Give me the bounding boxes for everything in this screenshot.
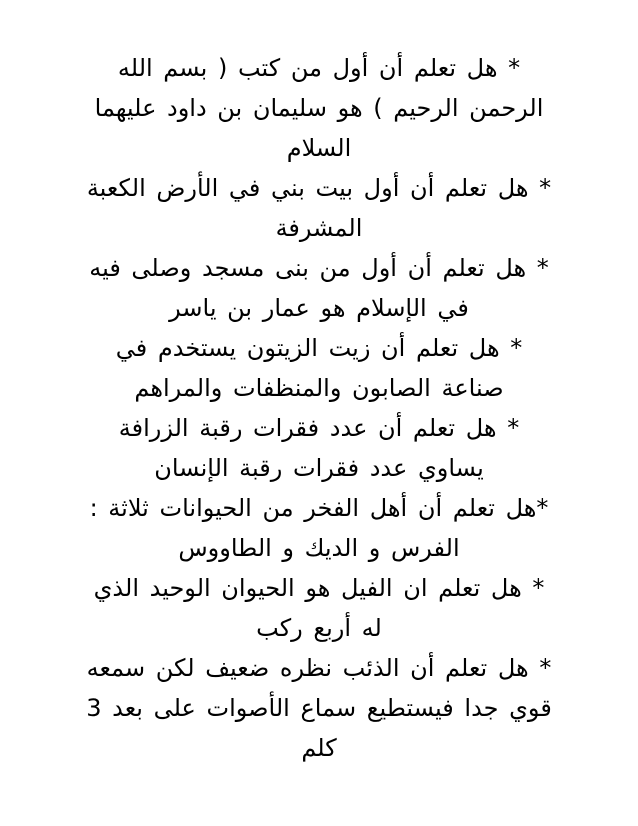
fact-item [48, 168, 590, 248]
fact-line: يساوي عدد فقرات رقبة الإنسان [154, 454, 484, 482]
fact-line: المشرفة [275, 214, 363, 242]
fact-line: في الإسلام هو عمار بن ياسر [169, 294, 469, 322]
fact-item [48, 328, 590, 408]
fact-item [48, 48, 590, 168]
fact-line: كلم [301, 734, 337, 762]
facts-list [48, 48, 590, 768]
fact-item [48, 248, 590, 328]
fact-item [48, 568, 590, 648]
fact-item [48, 648, 590, 768]
fact-line: * هل تعلم أن عدد فقرات رقبة الزرافة [118, 414, 520, 442]
fact-line: *هل تعلم أن أهل الفخر من الحيوانات ثلاثة : [89, 494, 549, 522]
fact-item [48, 408, 590, 488]
fact-item [48, 488, 590, 568]
fact-line: له أربع ركب [256, 614, 382, 642]
fact-line: * هل تعلم أن أول من كتب ( بسم الله [117, 54, 521, 82]
fact-line: الرحمن الرحيم ) هو سليمان بن داود عليهما [94, 94, 544, 122]
fact-line: السلام [286, 134, 352, 162]
fact-line: * هل تعلم أن أول بيت بني في الأرض الكعبة [86, 174, 552, 202]
fact-line: * هل تعلم ان الفيل هو الحيوان الوحيد الذي [93, 574, 545, 602]
fact-line: صناعة الصابون والمنظفات والمراهم [134, 374, 504, 402]
fact-line: الفرس و الديك و الطاووس [178, 534, 460, 562]
fact-line: * هل تعلم أن الذئب نظره ضعيف لكن سمعه [86, 654, 552, 682]
fact-line: * هل تعلم أن أول من بنى مسجد وصلى فيه [89, 254, 549, 282]
fact-line: قوي جدا فيستطيع سماع الأصوات على بعد 3 [86, 694, 552, 722]
fact-line: * هل تعلم أن زيت الزيتون يستخدم في [115, 334, 523, 362]
